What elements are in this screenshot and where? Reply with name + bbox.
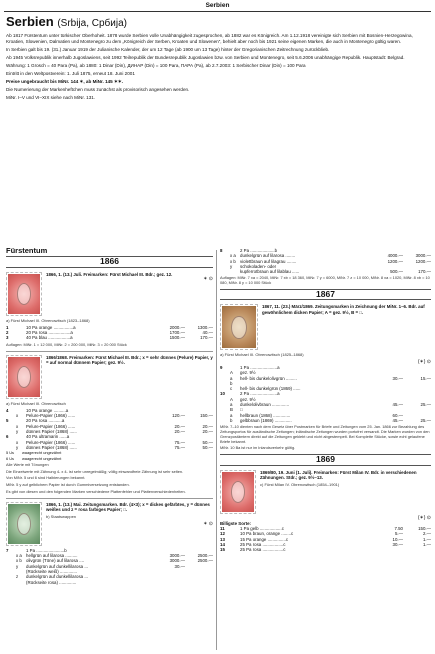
table-row: 11 1 Pa gelb ..................c 7.50 150.— <box>220 526 431 532</box>
issue-heading: 1866/1868. Freimarken: Fürst Michael III. Bdr.; x = sehr dünnes (Pelure) Papier, y = auf normal dünnem Papier; gez. 9½. <box>46 354 213 365</box>
table-row: A gez. 9½ <box>230 370 256 376</box>
price-symbols: (✶) ⊙ <box>417 514 431 521</box>
table-row: 5 Us waagerecht ungezähnt <box>6 450 62 456</box>
table-row: (Rückseite rosa) .............. <box>26 579 77 585</box>
price-table <box>220 365 431 423</box>
right-column <box>220 248 431 553</box>
table-row: 7 1 Pa .......................b <box>6 547 67 553</box>
table-row: 3 40 Pa blau ..................a 1500.— 170.— <box>6 335 213 341</box>
price-table <box>6 408 213 461</box>
table-row: a hellbraun (1868) .............. 60.— <box>230 412 403 418</box>
country-title <box>6 14 127 29</box>
table-row: A gez. 9½ <box>230 396 256 402</box>
table-row: kupferrotbraun auf lilablau ...... 500.— 170.— <box>240 269 431 275</box>
stamp-image <box>6 355 42 399</box>
issue-1867 <box>220 304 431 350</box>
footnote: Von MiNr. 5 und 6 sind Halbierungen bekannt. <box>6 475 86 481</box>
column-divider <box>216 250 217 650</box>
footnote: Die Einzelwerte mit Zähnung 4- x 4- ist sehr unregelmäßig; völlig einwandfreie Zähnung ist sehr selten. <box>6 468 184 474</box>
table-row: c hell- bis dunkelgrün (1869) ...... <box>230 386 301 392</box>
price-symbols: ✶ ⊙ <box>203 520 213 527</box>
table-row: y dunkelgrün auf dunkellilarosa ... 30.— <box>16 563 185 569</box>
footnote: MiNr. 10 Ba ist nur im Inlandsverkehr gültig. <box>220 445 296 451</box>
portrait-icon <box>231 481 245 503</box>
issue-1866-b <box>6 355 213 399</box>
table-row: 9 1 Pa ......................a <box>220 364 280 370</box>
intro-paragraph: Eintritt in den Weltpostverein: 1. Juli 1875, erneut 18. Juni 2001 <box>6 70 135 76</box>
issue-heading: 1866, 1. (13.) Juli. Freimarken: Fürst Michael III. Bdr.; gez. 12. <box>46 271 173 277</box>
footnote: MiNr. 5 y auf gelblichem Papier ist durch Gummiversetzung entstanden. <box>6 482 130 488</box>
table-row: 8 2 Pa ....................b <box>220 248 278 253</box>
price-table <box>220 248 431 274</box>
price-table <box>6 548 213 585</box>
stamp-caption: b) Staatswappen <box>46 514 77 520</box>
subheading: Billigste Sorte: <box>220 520 251 526</box>
table-row: y schokoladen- oder <box>230 263 277 269</box>
table-row: 12 10 Pa braun, orange ........c 5.— 2.— <box>220 531 431 537</box>
intro-paragraph: Währung: 1 Grosch = 40 Para (Pa), ab 1880: 1 Dinar (Din), ДИНАР (Din) = 100 Para, ПАРА (Pa), ab 2.7.2003: 1 Serbischer Dinar (Din) = 100 Para <box>6 62 306 68</box>
running-header: Serbien <box>205 2 230 9</box>
stamp-caption: a) Fürst Michael III. Obrenowitsch <box>6 400 66 406</box>
table-row: 15 25 Pa rosa .................c <box>220 547 286 553</box>
table-row: B □ <box>230 407 243 413</box>
intro-paragraph: Preise ungebraucht bis MiNr. 144 ✶, ab MiNr. 145 ✶✶. <box>6 78 123 84</box>
year-bar: 1867 <box>220 289 431 300</box>
portrait-icon <box>231 316 246 339</box>
table-row: 1 10 Pa orange ................a 2000.— 1300.— <box>6 324 213 330</box>
year-bar: 1866 <box>6 256 213 267</box>
stamp-image <box>220 304 258 350</box>
issue-heading: 1867, 11. (23.) März/1869. Zeitungsmarken in Zeichnung der MiNr. 1–6. Bdr. auf gewöhnlichem dicken Papier; A = gez. 9½, B = □. <box>262 304 425 315</box>
issue-1866-a <box>6 272 213 316</box>
table-row: 6 Us waagerecht ungezähnt <box>6 455 62 461</box>
table-row: 4 10 Pa orange ..........a <box>6 407 69 413</box>
stamp-caption: a) Fürst Michael III. Obrenowitsch (1825–1868) <box>220 352 304 358</box>
table-row: z dunkelgrün auf dunkellilarosa ... <box>16 574 88 580</box>
table-row: 6 40 Pa ultramarin ......a <box>6 434 70 440</box>
country-local-names: (Srbija, Србија) <box>57 18 127 29</box>
table-row: y dünnes Papier (1868) ...... 75.— 50.— <box>16 444 213 450</box>
table-row: 5 20 Pa rosa ...........a <box>6 418 65 424</box>
intro-paragraph: Die Numerierung der Markenheftchen muss zunächst als provisorisch angesehen werden. <box>6 86 190 92</box>
coat-of-arms-icon <box>17 513 31 535</box>
price-table <box>220 526 431 552</box>
table-row: x Pelure-Papier (1866) ...... 120.— 150.— <box>16 413 213 419</box>
left-column <box>6 248 213 585</box>
stamp-image <box>220 470 256 514</box>
table-row: 13 15 Pa orange ...............c 10.— 1.— <box>220 536 431 542</box>
intro-paragraph: In Serbien galt bis 19. (31.) Januar 1919 der Julianische Kalender, der um 12 Tage (ab 1900 um 13 Tage) hinter der Gregorianischen Zeitrechnung zurückblieb. <box>6 46 330 52</box>
portrait-icon <box>17 366 31 388</box>
table-row: x Pelure-Papier (1866) ...... 75.— 50.— <box>16 439 213 445</box>
stamp-image <box>6 272 42 316</box>
table-row: x a hellgrün auf lilarosa .......... 3000.— 2500.— <box>16 553 213 559</box>
intro-paragraph: Ab 1945 Volksrepublik innerhalb Jugoslawiens, seit 1992 Teilrepublik der Bundesrepublik Jugoslawien bzw. von Serbien und Montenegro, seit 5.6.2006 unabhängige Republik. Hauptstadt: Belgrad. <box>6 54 405 60</box>
divider <box>6 351 213 352</box>
stamp-caption: c) Fürst Milan IV. Obrenowitsch (1854–1901) <box>260 482 340 488</box>
table-row: b gelbbraun (1869) .............. 45.— 25.— <box>230 417 431 423</box>
issue-1869 <box>220 470 431 514</box>
stamp-caption: a) Fürst Michael III. Obrenowitsch (1823–1868) <box>6 317 90 323</box>
portrait-icon <box>17 283 31 305</box>
section-heading: Fürstentum <box>6 246 48 255</box>
issue-heading: 1869/80, 19. Juni (1. Juli). Freimarken: Fürst Milan IV. Bdr. in verschiedenen Zähnungen. Stdr.; gez. 9½–13. <box>260 469 417 480</box>
table-row: x b violettbraun auf lilagrau ........ 1200.— 1200.— <box>230 258 431 264</box>
table-row: a dunkelolivbraun .............. 45.— 25.— <box>230 402 431 408</box>
table-row: 10 2 Pa ......................a <box>220 391 280 397</box>
footnote: Auflagen: MiNr. 7 xa = 2040, MiNr. 7 xb = 18 360, MiNr. 7 y = 6000, MiNr. 7 z = 10 000, MiNr. 8 xa = 1020, MiNr. 8 xb = 10 080, MiNr. 8 y = 10 000 Stück <box>220 275 430 286</box>
table-row: 14 25 Pa rosa .................c 30.— 1.— <box>220 542 431 547</box>
table-row: 2 20 Pa rosa ..................a 1700.— 40.— <box>6 330 213 336</box>
intro-text <box>6 33 430 103</box>
table-row: b <box>230 380 233 386</box>
price-symbols: ✶ ⊙ <box>203 275 213 282</box>
table-row: (Rückseite weiß) .............. <box>26 569 77 575</box>
footnote: Es gibt von diesen und den folgenden Marken verschiedene Plattenfehler und Plattenverschiedenheiten. <box>6 489 186 495</box>
footnote: MiNr. 7–10 dienten nach dem Gesetz über Postmarken für Briefe und Zeitungen vom 25. Jan. 1866 zur Bezahlung des Zeitungsportos für ausländische Zeitungen; inländische Zeitungen wurden portofrei versandt. Die Marken wurden von den Grenzpostämtern direkt auf die Zeitungen geklebt und nicht abgestempelt. Bei Komplette Stücke, sowie echt gelaufene Briefe bekannt. <box>220 424 430 444</box>
header-rule <box>4 11 431 12</box>
stamp-image <box>6 502 42 546</box>
issue-1866-newspaper <box>6 502 213 546</box>
year-bar: 1869 <box>220 454 431 465</box>
footnote: Alle Werte mit Tönungen <box>6 461 49 467</box>
intro-paragraph: MiNr. I–V und VI–XIX siehe nach MiNr. 131. <box>6 94 96 100</box>
intro-paragraph: Ab 1817 Fürstentum unter türkischer Oberhoheit. 1878 wurde Serbien volle Unabhängigkeit zugesprochen, ab 1882 war es Königreich. Am 1.12.1918 vereinigte sich Serbien mit Bosnien-Herzegowina, Kroatien, Slowenien, Dalmatien und Montenegro zu dem „Königreich der Serben, Kroaten und Slowenen“, behielt aber noch bis 1921 seine eigenen Marken, die auch in Montenegro gültig waren. <box>6 33 413 44</box>
price-table <box>6 325 213 341</box>
table-row: x b olivgrün (Töne) auf lilarosa .... 3000.— 2500.— <box>16 558 213 564</box>
table-row: x a dunkelgrün auf lilarosa ........ 4000.— 3000.— <box>230 253 431 259</box>
table-row: a hell- bis dunkelolivgrün ......... 30.— 15.— <box>230 375 431 381</box>
issue-heading: 1866, 1. (13.) Mai. Zeitungsmarken. Bdr. (4×3); x = dickes gefärbtes, y = dünnes weißes und z = rosa farbiges Papier; □. <box>46 501 210 513</box>
country-name: Serbien <box>6 14 54 29</box>
table-row: x Pelure-Papier (1866) ...... 20.— 20.— <box>16 423 213 429</box>
divider <box>6 498 213 499</box>
table-row: y dünnes Papier (1868) ...... 20.— 20.— <box>16 429 213 435</box>
price-symbols: (✶) ⊙ <box>417 358 431 365</box>
footnote: Auflagen: MiNr. 1 = 12 000, MiNr. 2 = 200 000, MiNr. 3 = 20 000 Stück <box>6 341 127 347</box>
